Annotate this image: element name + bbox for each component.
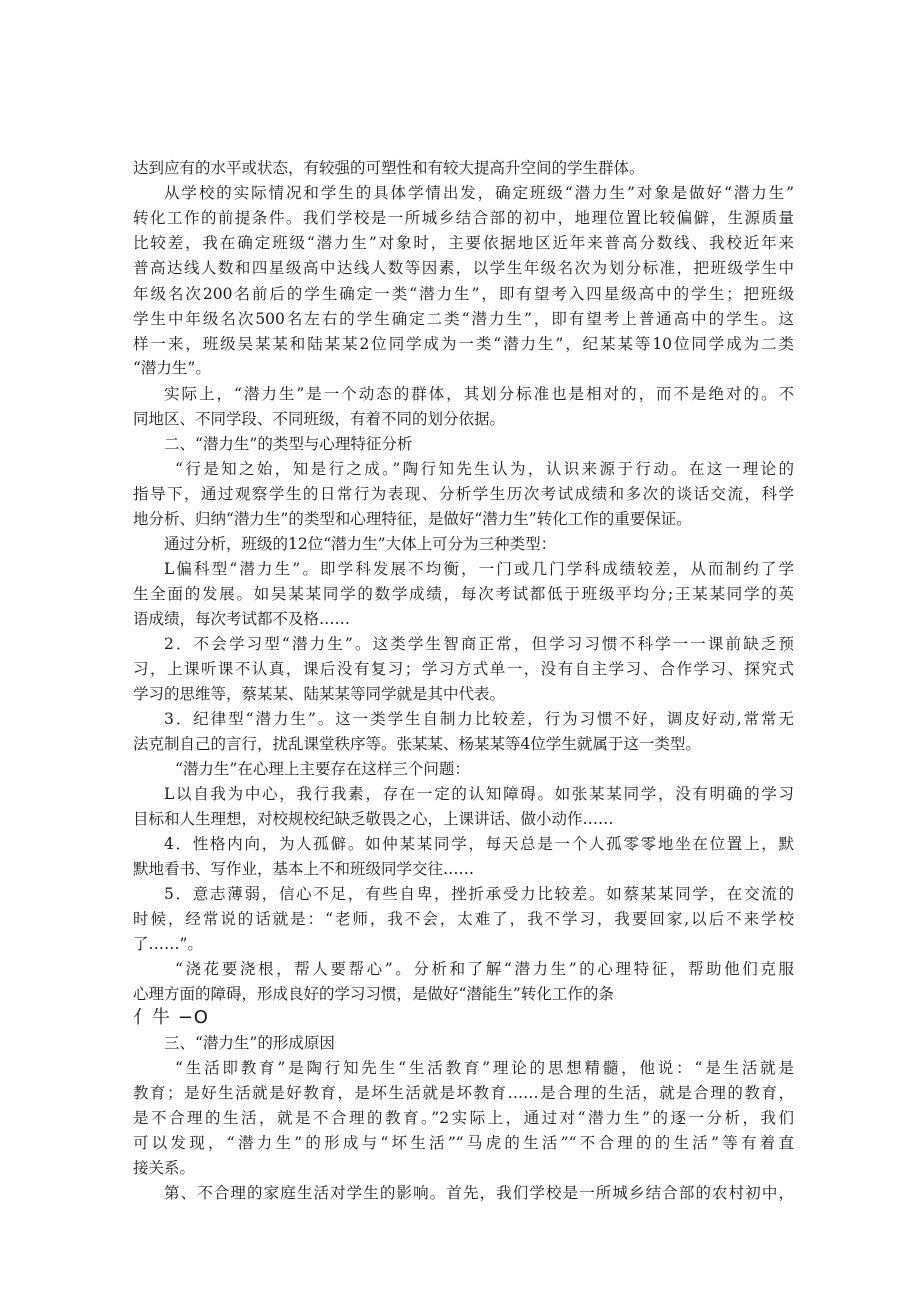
paragraph-first-line: 从学校的实际情况和学生的具体学情出发，确定班级“潜力生”对象是做好“潜力生” <box>164 184 794 202</box>
text-line: 习，上课听课不认真，课后没有复习；学习方式单一，没有自主学习、合作学习、探究式 <box>133 660 794 678</box>
text-line: 转化工作的前提条件。我们学校是一所城乡结合部的初中，地理位置比较偏僻，生源质量 <box>133 209 794 227</box>
paragraph-first-line: 通过分析，班级的12位“潜力生”大体上可分为三种类型： <box>164 535 557 553</box>
list-item: 4．性格内向，为人孤僻。如仲某某同学，每天总是一个人孤零零地坐在位置上，默 <box>164 835 794 853</box>
text-line: 地分析、归纳“潜力生”的类型和心理特征，是做好“潜力生”转化工作的重要保证。 <box>133 510 692 528</box>
text-line: 学生中年级名次500名左右的学生确定二类“潜力生”，即有望考上普通高中的学生。这 <box>133 310 794 328</box>
list-item: 3．纪律型“潜力生”。这一类学生自制力比较差，行为习惯不好，调皮好动,常常无 <box>164 710 794 728</box>
section-heading: 二、“潜力生”的类型与心理特征分析 <box>164 435 413 453</box>
text-line: 指导下，通过观察学生的日常行为表现、分析学生历次考试成绩和多次的谈话交流，科学 <box>133 485 794 503</box>
list-item: 5．意志薄弱，信心不足，有些自卑，挫折承受力比较差。如蔡某某同学，在交流的 <box>164 885 794 903</box>
garbled-text-line: 亻牛 −O <box>133 1007 209 1028</box>
text-line: 同地区、不同学段、不同班级，有着不同的划分依据。 <box>133 410 506 428</box>
text-line: 接关系。 <box>133 1159 196 1177</box>
text-line: 是不合理的生活，就是不合理的教育。”2实际上，通过对“潜力生”的逐一分析，我们 <box>133 1109 794 1127</box>
text-line: 目标和人生理想，对校规校纪缺乏敬畏之心，上课讲话、做小动作…… <box>133 810 614 828</box>
paragraph-first-line: “生活即教育”是陶行知先生“生活教育”理论的思想精髓，他说：“是生活就是 <box>175 1059 794 1077</box>
paragraph-first-line: “潜力生”在心理上主要存在这样三个问题： <box>175 760 470 778</box>
text-line: 生全面的发展。如吴某某同学的数学成绩，每次考试都低于班级平均分;王某某同学的英 <box>133 585 794 603</box>
text-line: 时候，经常说的话就是：“老师，我不会，太难了，我不学习，我要回家,以后不来学校 <box>133 910 794 928</box>
section-heading: 三、“潜力生”的形成原因 <box>164 1034 335 1052</box>
text-line: 年级名次200名前后的学生确定一类“潜力生”，即有望考入四星级高中的学生；把班级 <box>133 285 794 303</box>
list-item: L偏科型“潜力生”。即学科发展不均衡，一门或几门学科成绩较差，从而制约了学 <box>164 560 794 578</box>
paragraph-first-line: “浇花要浇根，帮人要帮心”。分析和了解“潜力生”的心理特征，帮助他们克服 <box>175 960 794 978</box>
text-line: 样一来，班级吴某某和陆某某2位同学成为一类“潜力生”，纪某某等10位同学成为二类 <box>133 335 794 353</box>
list-item: 2．不会学习型“潜力生”。这类学生智商正常，但学习习惯不科学一一课前缺乏预 <box>164 635 794 653</box>
text-line: 普高达线人数和四星级高中达线人数等因素，以学生年级名次为划分标准，把班级学生中 <box>133 259 794 277</box>
text-line: 默地看书、写作业，基本上不和班级同学交往…… <box>133 860 475 878</box>
text-line: 可以发现，“潜力生”的形成与“坏生活”“马虎的生活”“不合理的的生活”等有着直 <box>133 1134 794 1152</box>
text-line: 语成绩，每次考试都不及格…… <box>133 610 351 628</box>
text-line: 教育；是好生活就是好教育，是坏生活就是坏教育……是合理的生活，就是合理的教育， <box>133 1084 794 1102</box>
paragraph-first-line: 实际上，“潜力生”是一个动态的群体，其划分标准也是相对的，而不是绝对的。不 <box>164 385 794 403</box>
text-line: 心理方面的障碍，形成良好的学习习惯，是做好“潜能生”转化工作的条 <box>133 985 614 1003</box>
text-line: 学习的思维等，蔡某某、陆某某等同学就是其中代表。 <box>133 685 506 703</box>
text-line: “潜力生”。 <box>133 359 211 377</box>
text-line: 比较差，我在确定班级“潜力生”对象时，主要依据地区近年来普高分数线、我校近年来 <box>133 234 794 252</box>
text-line: 达到应有的水平或状态，有较强的可塑性和有较大提高升空间的学生群体。 <box>133 159 645 177</box>
paragraph-first-line: 第、不合理的家庭生活对学生的影响。首先，我们学校是一所城乡结合部的农村初中， <box>164 1184 794 1202</box>
list-item: L以自我为中心，我行我素，存在一定的认知障碍。如张某某同学，没有明确的学习 <box>164 785 794 803</box>
text-line: 法克制自己的言行，扰乱课堂秩序等。张某某、杨某某等4位学生就属于这一类型。 <box>133 735 701 753</box>
text-line: 了……”。 <box>133 935 203 953</box>
paragraph-first-line: “行是知之始，知是行之成。”陶行知先生认为，认识来源于行动。在这一理论的 <box>175 460 794 478</box>
